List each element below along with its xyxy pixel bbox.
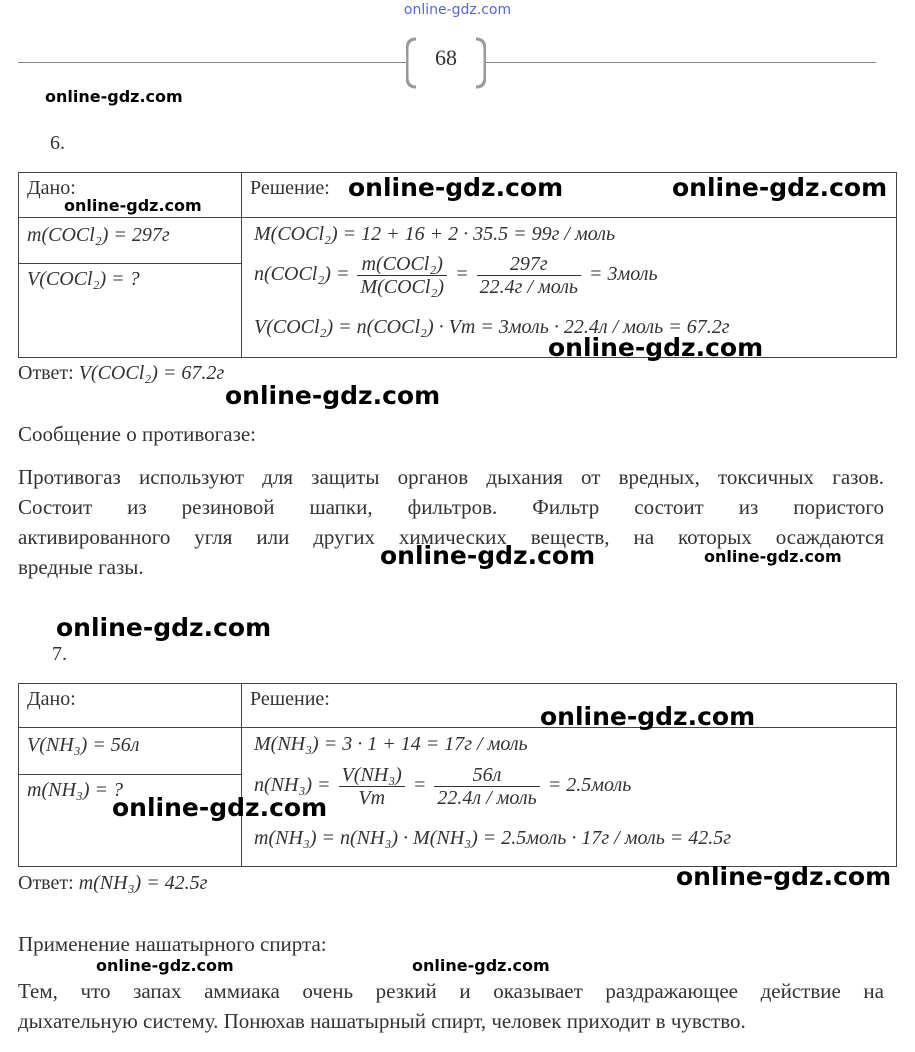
task6-number: 6.	[50, 132, 65, 154]
task6-answer-label: Ответ:	[18, 362, 74, 384]
task6-message-line: вредные газы.	[18, 555, 144, 579]
task7-given-label: Дано:	[27, 688, 76, 710]
task6-answer-value: V(COCl₂) = 67.2г	[78, 362, 225, 384]
task7-given-header	[19, 684, 242, 728]
watermark: online-gdz.com	[412, 956, 550, 975]
task7-solution-line-3: m(NH₃) = n(NH₃) · M(NH₃) = 2.5моль · 17г / моль = 42.5г	[254, 827, 732, 849]
watermark: online-gdz.com	[45, 87, 183, 106]
watermark: online-gdz.com	[96, 956, 234, 975]
task7-answer-value: m(NH₃) = 42.5г	[78, 872, 208, 894]
page-number-box	[406, 37, 486, 89]
task7-solution-line-1: M(NH₃) = 3 · 1 + 14 = 17г / моль	[254, 733, 528, 755]
watermark: online-gdz.com	[704, 547, 842, 566]
header-rule-right	[484, 62, 876, 63]
watermark: online-gdz.com	[56, 613, 272, 642]
task6-message-line: Состоит из резиновой шапки, фильтров. Фильтр состоит из пористого	[18, 495, 884, 519]
top-watermark: online-gdz.com	[403, 2, 512, 18]
header-rule-left	[18, 62, 408, 63]
task6-given-1: m(COCl₂) = 297г	[19, 218, 242, 264]
watermark: online-gdz.com	[540, 702, 756, 731]
task7-given-1: V(NH₃) = 56л	[19, 728, 242, 775]
task7-message-title: Применение нашатырного спирта:	[18, 932, 327, 956]
watermark: online-gdz.com	[64, 196, 202, 215]
task6-solution-line-3: V(COCl₂) = n(COCl₂) · Vm = 3моль · 22.4л / моль = 67.2г	[254, 316, 730, 338]
task6-solution-label: Решение:	[250, 177, 330, 199]
task7-table	[18, 683, 897, 867]
task7-solution-label: Решение:	[250, 688, 330, 710]
task7-solution-line-2: n(NH₃) = $\frac{\text{V(NH₃)}}{Vm}$ = $\frac{56л}{\text{22.4л / моль}}$ = 2.5моль	[254, 764, 632, 809]
task6-message-line: Противогаз используют для защиты органов дыхания от вредных, токсичных газов.	[18, 465, 884, 489]
task7-number: 7.	[52, 643, 67, 665]
task7-message	[18, 976, 884, 1036]
task7-answer	[18, 872, 208, 895]
watermark: online-gdz.com	[380, 541, 596, 570]
task6-given-2: V(COCl₂) = ?	[19, 264, 242, 358]
task7-given-2: m(NH₃) = ?	[19, 775, 242, 867]
watermark: online-gdz.com	[348, 173, 564, 202]
task7-message-line: дыхательную систему. Понюхав нашатырный спирт, человек приходит в чувство.	[18, 1009, 746, 1033]
watermark: online-gdz.com	[548, 333, 764, 362]
page-number: 68	[435, 45, 457, 70]
task6-message-title: Сообщение о противогазе:	[18, 422, 257, 446]
task6-given-label: Дано:	[27, 177, 76, 199]
watermark: online-gdz.com	[676, 862, 892, 891]
task7-answer-label: Ответ:	[18, 872, 74, 894]
watermark: online-gdz.com	[112, 793, 328, 822]
task6-solution-line-2: n(COCl₂) = $\frac{\text{m(COCl₂)}}{\text{M(COCl₂)}}$ = $\frac{297г}{\text{22.4г / моль}}$ = 3моль	[254, 253, 658, 298]
task7-message-line: Тем, что запах аммиака очень резкий и оказывает раздражающее действие на	[18, 979, 884, 1003]
watermark: online-gdz.com	[672, 173, 888, 202]
task6-solution-line-1: M(COCl₂) = 12 + 16 + 2 · 35.5 = 99г / моль	[254, 223, 616, 245]
task6-answer	[18, 362, 224, 385]
task6-message-line: активированного угля или других химических веществ, на которых осаждаются	[18, 525, 884, 549]
watermark: online-gdz.com	[225, 381, 441, 410]
